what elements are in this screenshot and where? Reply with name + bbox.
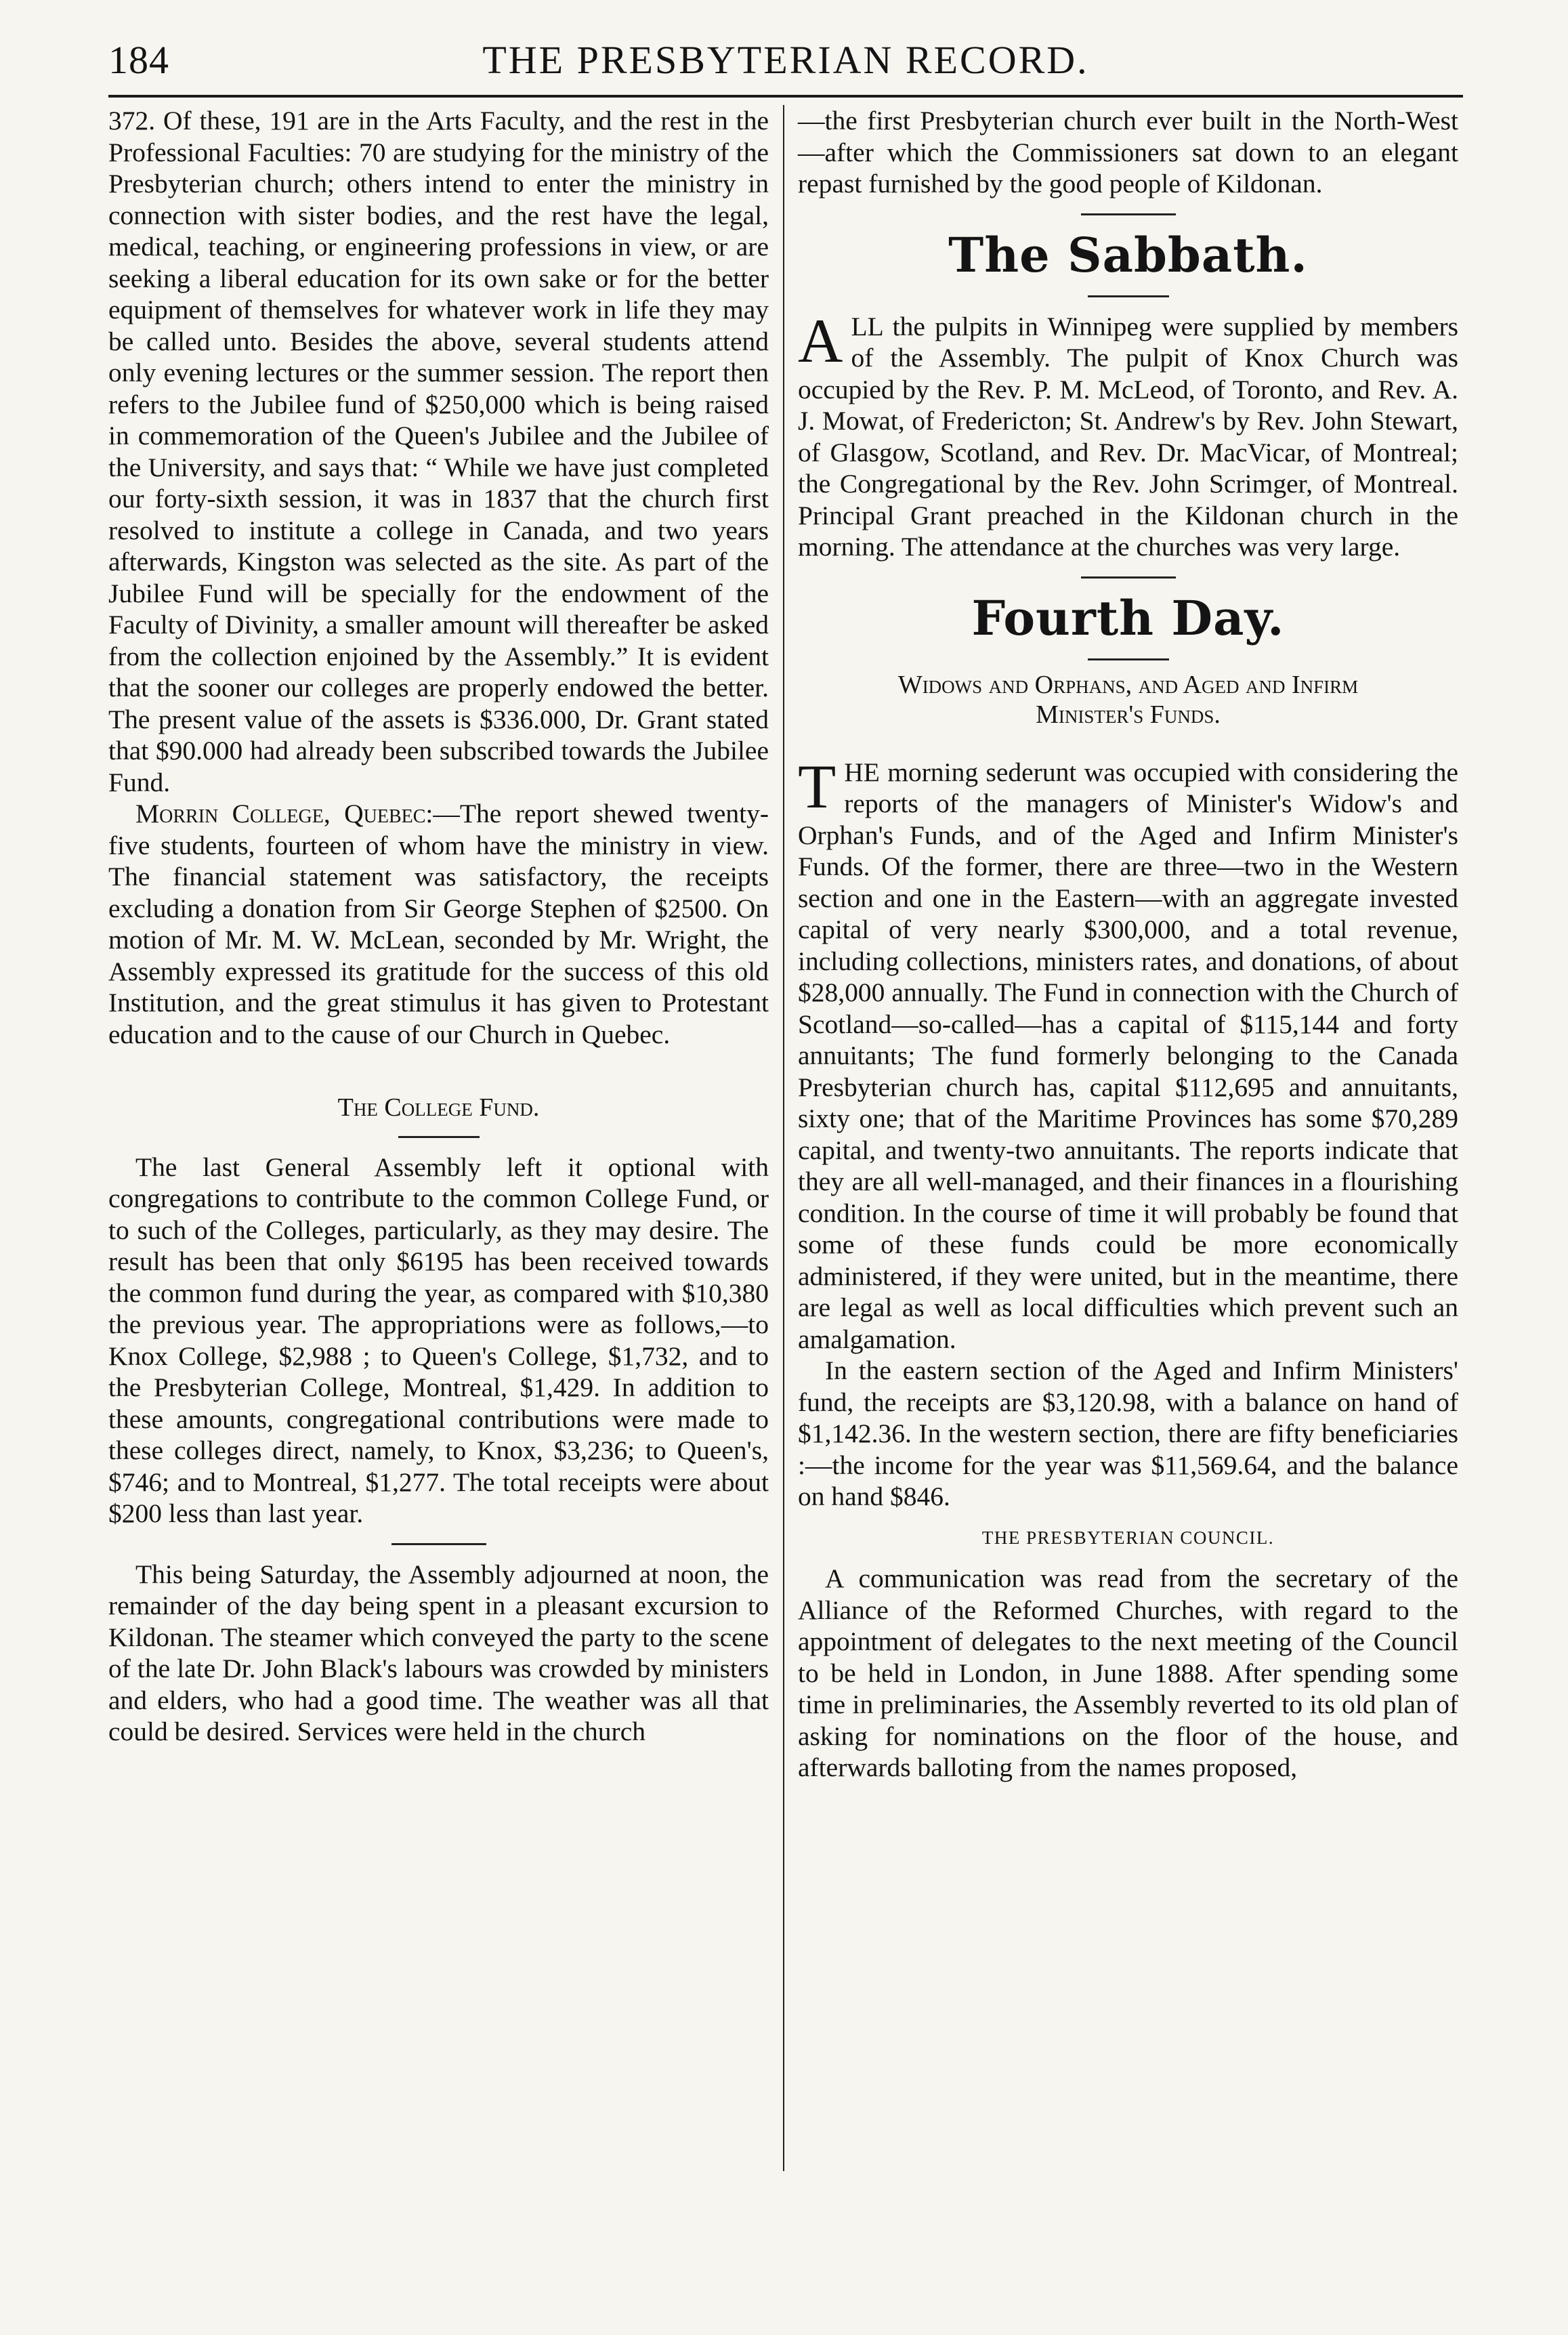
fourth-day-bottom-rule: [1088, 658, 1169, 660]
right-column: [798, 105, 1458, 1784]
widows-heading-line-1: Widows and Orphans, and Aged and Infirm: [897, 670, 1359, 699]
sabbath-drop-cap: A: [798, 306, 843, 375]
left-column: [108, 105, 769, 1748]
widows-drop-cap: T: [798, 751, 836, 821]
page-header: [108, 37, 1463, 91]
fourth-day-top-rule: [1081, 576, 1176, 579]
header-rule: [108, 95, 1463, 98]
sabbath-heading: The Sabbath.: [948, 226, 1308, 283]
page: [108, 0, 1463, 2335]
widows-funds-paragraph: [798, 751, 1458, 1355]
sabbath-top-rule: [1081, 213, 1176, 215]
queens-report-paragraph: 372. Of these, 191 are in the Arts Faculty, and the rest in the Professional Faculties: 70 are studying for the ministry of the Presbyterian church; others intend to enter the ministry in connection with sister bodies, and the rest have the legal, medical, teaching, or engineering professions in view, or are seeking a liberal education for its own sake or for the better equipment of themselves for whatever work in life they may be called unto. Besides the above, several students attend only evening lectures or the summer session. The report then refers to the Jubilee fund of $250,000 which is being raised in commemoration of the Queen's Jubilee and the Jubilee of the University, and says that: “ While we have just completed our forty-sixth session, it was in 1837 that the church first resolved to institute a college in Canada, and two years afterwards, Kingston was selected as the site. As part of the Jubilee Fund will be specially for the endowment of the Faculty of Divinity, a smaller amount will thereafter be asked from the collection enjoined by the Assembly.” It is evident that the sooner our colleges are properly endowed the better. The present value of the assets is $336.000, Dr. Grant stated that $90.000 had already been subscribed towards the Jubilee Fund.: [108, 106, 769, 797]
college-fund-paragraph: The last General Assembly left it optional with congregations to contribute to the common College Fund, or to such of the Colleges, particularly, as they may desire. The result has been that only $6195 has been received towards the common fund during the year, as compared with $10,380 the previous year. The appropriations were as follows,—to Knox College, $2,988 ; to Queen's College, $1,732, and to the Presbyterian College, Montreal, $1,429. In addition to these amounts, congregational contributions were made to these colleges direct, namely, to Knox, $3,236; to Queen's, $746; and to Montreal, $1,277. The total receipts were about $200 less than last year.: [108, 1152, 769, 1528]
sabbath-paragraph: [798, 306, 1458, 563]
widows-funds-heading: [798, 670, 1458, 730]
saturday-excursion-paragraph: This being Saturday, the Assembly adjourned at noon, the remainder of the day being spent in a pleasant excursion to Kildonan. The steamer which conveyed the party to the scene of the late Dr. John Black's labours was crowded by ministers and elders, who had a good time. The weather was all that could be desired. Services were held in the church: [108, 1559, 769, 1746]
widows-heading-line-2: Minister's Funds.: [1036, 700, 1221, 729]
journal-title: THE PRESBYTERIAN RECORD.: [482, 38, 1089, 82]
presbyterian-council-heading: THE PRESBYTERIAN COUNCIL.: [981, 1527, 1275, 1548]
presbyterian-council-paragraph: A communication was read from the secretary of the Alliance of the Reformed Churches, with regard to the appointment of delegates to the next meeting of the Council to be held in London, in June 1888. After spending some time in preliminaries, the Assembly reverted to its old plan of asking for nominations on the floor of the house, and afterwards balloting from the names proposed,: [798, 1563, 1458, 1782]
morrin-college-paragraph: [108, 798, 769, 1050]
column-divider: [783, 105, 784, 2171]
morrin-college-label: Morrin College, Quebec:: [135, 799, 433, 828]
sabbath-text: LL the pulpits in Winnipeg were supplied by members of the Assembly. The pulpit of Knox Church was occupied by the Rev. P. M. McLeod, of Toronto, and Rev. A. J. Mowat, of Fredericton; St. Andrew's by Rev. John Stewart, of Glasgow, Scotland, and Rev. Dr. MacVicar, of Montreal; the Congregational by the Rev. John Scrimger, of Montreal. Principal Grant preached in the Kildonan church in the morning. The attendance at the churches was very large.: [798, 311, 1458, 562]
morrin-college-text: —The report shewed twenty-five students, fourteen of whom have the ministry in view. The financial statement was satisfactory, the receipts excluding a donation from Sir George Stephen of $2500. On motion of Mr. M. W. McLean, seconded by Mr. Wright, the Assembly expressed its gratitude for the success of this old Institution, and the great stimulus it has given to Protestant education and to the cause of our Church in Quebec.: [108, 799, 769, 1049]
fourth-day-heading: Fourth Day.: [971, 589, 1285, 646]
widows-funds-text: HE morning sederunt was occupied with considering the reports of the managers of Minister's Widow's and Orphan's Funds, and of the Aged and Infirm Minister's Funds. Of the former, there are three—two in the Western section and one in the Eastern—with an aggregate invested capital of very nearly $300,000, and a total revenue, including collections, ministers rates, and donations, of about $28,000 annually. The Fund in connection with the Church of Scotland—so-called—has a capital of $115,144 and forty annuitants; The fund formerly belonging to the Canada Presbyterian church has, capital $112,695 and annuitants, sixty one; that of the Maritime Provinces has some $70,289 capital, and twenty-two annuitants. The reports indicate that they are all well-managed, and their finances in a flourishing condition. In the course of time it will probably be found that some of these funds could be more economically administered, if they were united, but in the meantime, there are legal as well as local difficulties which prevent such an amalgamation.: [798, 757, 1458, 1354]
kildonan-continued-paragraph: —the first Presbyterian church ever built in the North-West—after which the Commissioners sat down to an elegant repast furnished by the good people of Kildonan.: [798, 106, 1458, 198]
page-number: 184: [108, 38, 169, 82]
eastern-section-paragraph: In the eastern section of the Aged and Infirm Ministers' fund, the receipts are $3,120.98, with a balance on hand of $1,142.36. In the western section, there are fifty beneficiaries :—the income for the year was $11,569.64, and the balance on hand $846.: [798, 1355, 1458, 1511]
college-fund-heading: The College Fund.: [337, 1093, 540, 1122]
